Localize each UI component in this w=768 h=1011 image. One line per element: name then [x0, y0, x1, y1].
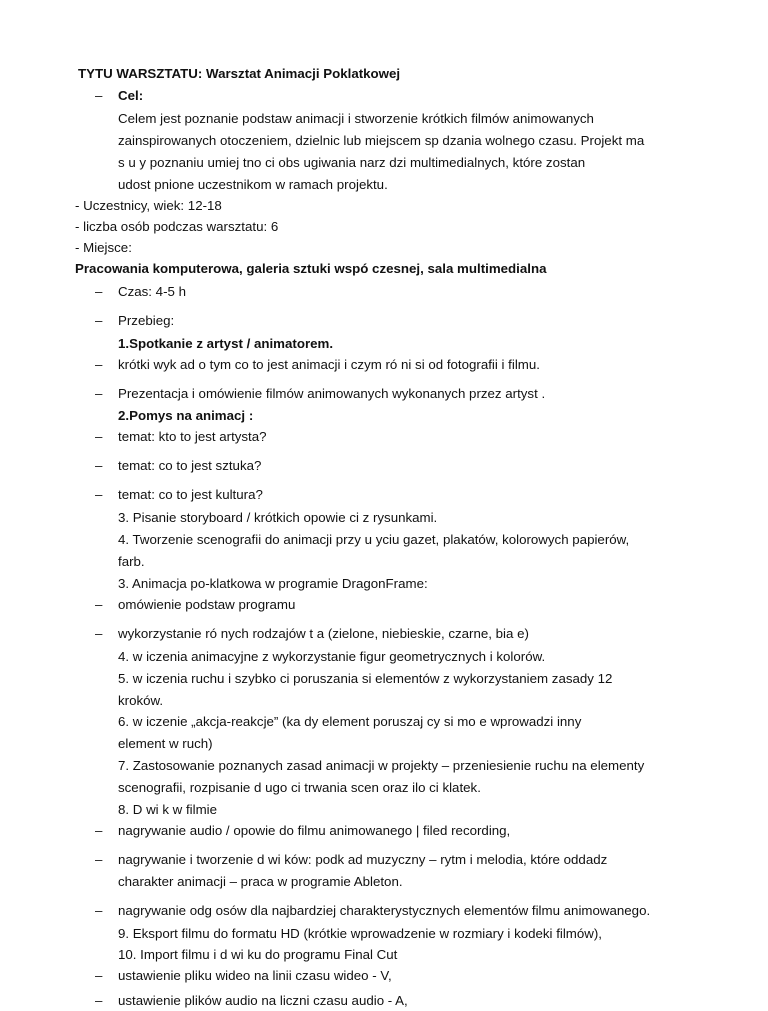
dash-bullet: –: [95, 993, 103, 1008]
list-item: temat: co to jest sztuka?: [118, 458, 262, 473]
paragraph-line: 9. Eksport filmu do formatu HD (krótkie wprowadzenie w rozmiary i kodeki filmów),: [118, 926, 603, 941]
list-item: wykorzystanie ró nych rodzajów t a (zielone, niebieskie, czarne, bia e): [118, 626, 529, 641]
paragraph-line: 6. w iczenie „akcja-reakcje” (ka dy element poruszaj cy si mo e wprowadzi inny: [118, 714, 582, 729]
list-item: omówienie podstaw programu: [118, 597, 296, 612]
paragraph-line: 3. Pisanie storyboard / krótkich opowie ci z rysunkami.: [118, 510, 438, 525]
list-item: temat: co to jest kultura?: [118, 487, 263, 502]
place-value: Pracowania komputerowa, galeria sztuki wspó czesnej, sala multimedialna: [75, 261, 547, 276]
dash-bullet: –: [95, 357, 103, 372]
participants-info: - Uczestnicy, wiek: 12-18: [75, 198, 222, 213]
paragraph-line: farb.: [118, 554, 145, 569]
list-item: Prezentacja i omówienie filmów animowanych wykonanych przez artyst .: [118, 386, 546, 401]
paragraph-line: 8. D wi k w filmie: [118, 802, 217, 817]
paragraph-line: 10. Import filmu i d wi ku do programu Final Cut: [118, 947, 398, 962]
dash-bullet: –: [95, 852, 103, 867]
paragraph-line: 4. Tworzenie scenografii do animacji przy u yciu gazet, plakatów, kolorowych papierów,: [118, 532, 630, 547]
list-item: nagrywanie audio / opowie do filmu animowanego | filed recording,: [118, 823, 511, 838]
dash-bullet: –: [95, 458, 103, 473]
dash-bullet: –: [95, 386, 103, 401]
schedule-label: Przebieg:: [118, 313, 175, 328]
list-item: temat: kto to jest artysta?: [118, 429, 267, 444]
dash-bullet: –: [95, 429, 103, 444]
paragraph-line: 4. w iczenia animacyjne z wykorzystanie figur geometrycznych i kolorów.: [118, 649, 546, 664]
cel-label: Cel:: [118, 88, 144, 103]
section-heading: 2.Pomys na animacj :: [118, 408, 254, 423]
cel-text-line: Celem jest poznanie podstaw animacji i stworzenie krótkich filmów animowanych: [118, 111, 594, 126]
dash-bullet: –: [95, 903, 103, 918]
paragraph-line: 7. Zastosowanie poznanych zasad animacji w projekty – przeniesienie ruchu na elementy: [118, 758, 645, 773]
paragraph-line: element w ruch): [118, 736, 213, 751]
cel-text-line: udost pnione uczestnikom w ramach projektu.: [118, 177, 388, 192]
dash-bullet: –: [95, 88, 103, 103]
dash-bullet: –: [95, 823, 103, 838]
list-item: nagrywanie odg osów dla najbardziej charakterystycznych elementów filmu animowanego.: [118, 903, 651, 918]
dash-bullet: –: [95, 968, 103, 983]
dash-bullet: –: [95, 597, 103, 612]
list-item: krótki wyk ad o tym co to jest animacji i czym ró ni si od fotografii i filmu.: [118, 357, 540, 372]
section-heading: 1.Spotkanie z artyst / animatorem.: [118, 336, 334, 351]
paragraph-line: 5. w iczenia ruchu i szybko ci poruszania si elementów z wykorzystaniem zasady 12: [118, 671, 613, 686]
duration: Czas: 4-5 h: [118, 284, 186, 299]
paragraph-line: scenografii, rozpisanie d ugo ci trwania scen oraz ilo ci klatek.: [118, 780, 481, 795]
dash-bullet: –: [95, 626, 103, 641]
paragraph-line: kroków.: [118, 693, 164, 708]
paragraph-line: 3. Animacja po-klatkowa w programie DragonFrame:: [118, 576, 428, 591]
list-item: ustawienie plików audio na liczni czasu audio - A,: [118, 993, 408, 1008]
list-item-continuation: charakter animacji – praca w programie Ableton.: [118, 874, 403, 889]
group-size-info: - liczba osób podczas warsztatu: 6: [75, 219, 279, 234]
cel-text-line: zainspirowanych otoczeniem, dzielnic lub miejscem sp dzania wolnego czasu. Projekt ma: [118, 133, 645, 148]
list-item: nagrywanie i tworzenie d wi ków: podk ad muzyczny – rytm i melodia, które oddadz: [118, 852, 608, 867]
document-title: TYTU WARSZTATU: Warsztat Animacji Poklatkowej: [78, 66, 401, 81]
place-label: - Miejsce:: [75, 240, 132, 255]
list-item: ustawienie pliku wideo na linii czasu wideo - V,: [118, 968, 392, 983]
dash-bullet: –: [95, 487, 103, 502]
cel-text-line: s u y poznaniu umiej tno ci obs ugiwania narz dzi multimedialnych, które zostan: [118, 155, 586, 170]
dash-bullet: –: [95, 313, 103, 328]
dash-bullet: –: [95, 284, 103, 299]
